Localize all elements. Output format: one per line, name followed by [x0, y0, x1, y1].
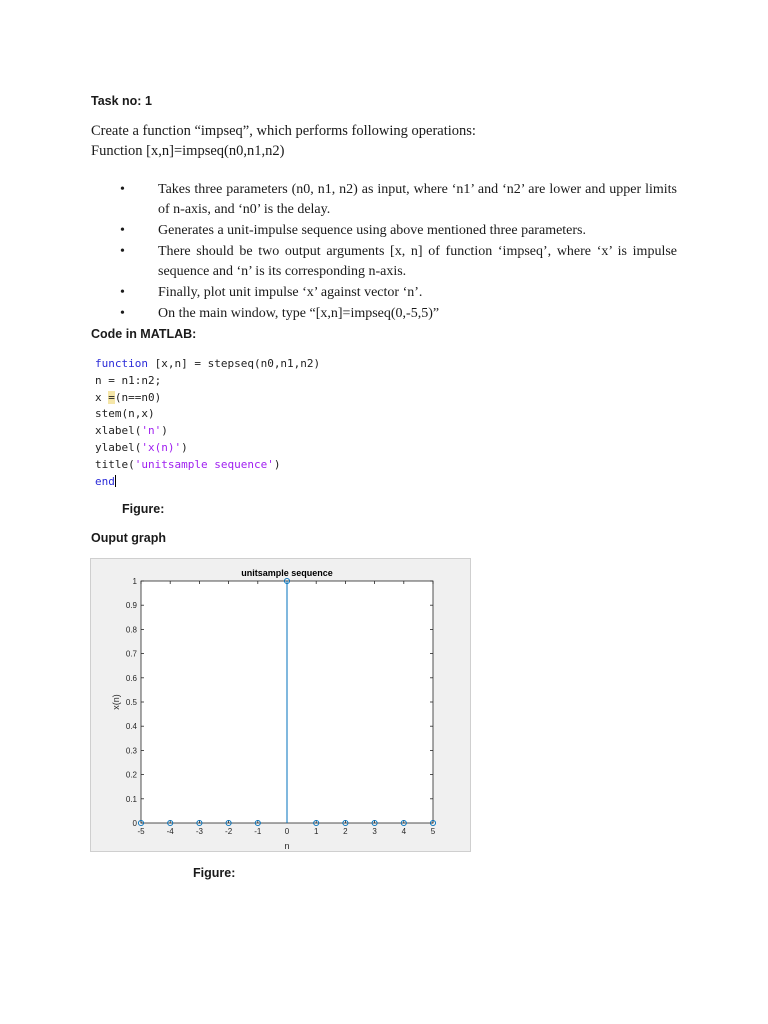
y-tick-label: 0.5 [125, 698, 137, 707]
code-line: x =(n==n0) [95, 390, 162, 404]
x-tick-label: 4 [401, 827, 407, 836]
list-item-text: Finally, plot unit impulse ‘x’ against vector ‘n’. [158, 285, 423, 300]
y-tick-label: 0.4 [125, 722, 137, 732]
stem-plot [91, 559, 472, 853]
y-tick-label: 0.3 [125, 746, 137, 756]
task-heading: Task no: 1 [91, 94, 152, 108]
x-tick-label: 0 [284, 827, 290, 836]
code-line: ylabel('x(n)') [95, 440, 188, 454]
x-tick-label: 1 [313, 827, 319, 836]
list-item [120, 304, 677, 324]
bullet-icon: • [120, 223, 125, 238]
code-line: n = n1:n2; [95, 373, 162, 387]
list-item [120, 283, 677, 303]
x-tick-label: -1 [254, 827, 262, 836]
y-tick-label: 0 [132, 819, 137, 828]
list-item-text: On the main window, type “[x,n]=impseq(0,-5,5)” [158, 306, 440, 321]
figure-label: Figure: [193, 866, 236, 880]
matlab-figure [90, 558, 471, 852]
x-tick-label: -2 [225, 827, 233, 836]
bullet-icon: • [120, 306, 125, 321]
figure-label: Figure: [122, 502, 165, 516]
y-tick-label: 0.6 [125, 673, 137, 683]
intro-text: Create a function “impseq”, which performs following operations: [91, 123, 476, 139]
y-tick-label: 0.1 [125, 794, 137, 804]
code-block [95, 356, 320, 490]
list-item-text: Takes three parameters (n0, n1, n2) as input, where ‘n1’ and ‘n2’ are lower and upper limits of n-axis, and ‘n0’ is the delay. [158, 182, 677, 217]
requirements-list [120, 180, 677, 325]
chart-title: unitsample sequence [241, 568, 333, 578]
y-tick-label: 1 [132, 577, 137, 586]
x-tick-label: -5 [137, 827, 145, 836]
code-line: function [x,n] = stepseq(n0,n1,n2) [95, 357, 321, 370]
code-line: xlabel('n') [95, 424, 168, 438]
y-tick-label: 0.9 [125, 601, 137, 611]
code-line: title('unitsample sequence') [95, 457, 281, 471]
list-item [120, 242, 677, 282]
list-item [120, 180, 677, 220]
bullet-icon: • [120, 182, 125, 197]
x-axis-label: n [284, 841, 290, 851]
y-axis-label: x(n) [111, 694, 121, 710]
x-tick-label: -4 [166, 827, 174, 836]
output-heading: Ouput graph [91, 531, 166, 545]
x-tick-label: 5 [430, 827, 436, 836]
list-item [120, 221, 677, 241]
list-item-text: There should be two output arguments [x, n] of function ‘impseq’, where ‘x’ is impulse sequence and ‘n’ is its corresponding n-axis. [158, 244, 677, 279]
function-signature-text: Function [x,n]=impseq(n0,n1,n2) [91, 143, 285, 159]
list-item-text: Generates a unit-impulse sequence using above mentioned three parameters. [158, 223, 587, 238]
code-line: stem(n,x) [95, 407, 155, 421]
y-tick-label: 0.8 [125, 625, 137, 635]
code-line: end [95, 474, 115, 488]
y-tick-label: 0.2 [125, 770, 137, 780]
bullet-icon: • [120, 285, 125, 300]
bullet-icon: • [120, 244, 125, 259]
code-heading: Code in MATLAB: [91, 327, 197, 341]
text-cursor-icon [115, 475, 116, 487]
y-tick-label: 0.7 [125, 649, 137, 659]
x-tick-label: 3 [372, 827, 377, 836]
x-tick-label: -3 [195, 827, 203, 836]
x-tick-label: 2 [343, 827, 348, 836]
